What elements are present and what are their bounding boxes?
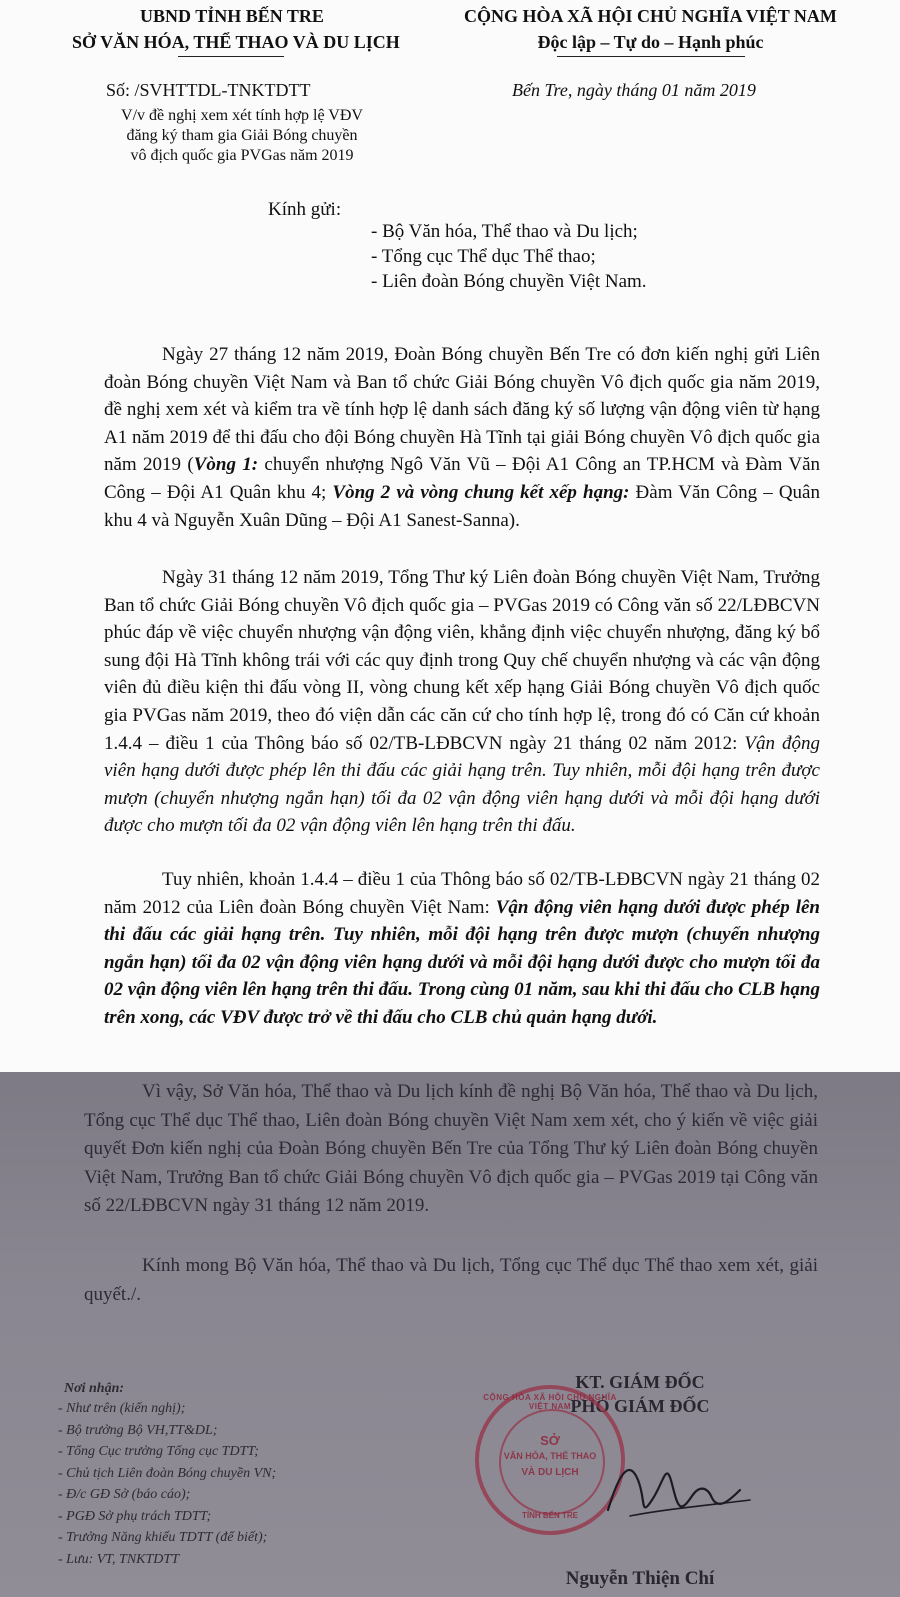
- cc-item: - Lưu: VT, TNKTDTT: [58, 1551, 179, 1567]
- cc-item: - Chủ tịch Liên đoàn Bóng chuyền VN;: [58, 1465, 277, 1481]
- header-right-rule: [557, 56, 745, 57]
- seal-bottom-text: TỈNH BẾN TRE: [522, 1511, 578, 1520]
- p1-round1-label: Vòng 1:: [193, 454, 259, 476]
- cc-item: - PGĐ Sở phụ trách TDTT;: [58, 1508, 212, 1524]
- cc-item: - Bộ trưởng Bộ VH,TT&DL;: [58, 1422, 218, 1438]
- p1-round2-text: Đàm Văn Công – Quân khu 4 và Nguyễn Xuân Dũng – Đội A1 Sanest-Sanna).: [104, 481, 820, 531]
- p1-text: Ngày 27 tháng 12 năm 2019, Đoàn Bóng chuyền Bến Tre có đơn kiến nghị gửi Liên đoàn Bóng chuyền Việt Nam và Ban tổ chức Giải Bóng chuyền Vô địch quốc gia năm 2019, đề nghị xem xét và kiểm tra về tính hợp lệ danh sách đăng ký số lượng vận động viên từ hạng A1 năm 2019 để thi đấu cho đội Bóng chuyền Hà Tĩnh tại giải Bóng chuyền Vô địch quốc gia năm 2019 (: [104, 344, 820, 476]
- seal-ring-text: CỘNG HÒA XÃ HỘI CHỦ NGHĨA VIỆT NAM: [483, 1393, 617, 1411]
- cc-item: - Như trên (kiến nghị);: [58, 1401, 186, 1416]
- subject-block: [72, 106, 412, 166]
- subject-line-3: vô địch quốc gia PVGas năm 2019: [130, 147, 354, 164]
- handwritten-signature: [600, 1440, 760, 1530]
- seal-line-1: SỞ: [540, 1433, 560, 1448]
- cc-list: [58, 1398, 276, 1570]
- header-left-rule: [178, 56, 284, 57]
- seal-line-3: VÀ DU LỊCH: [521, 1467, 579, 1478]
- recipient-1: - Bộ Văn hóa, Thể thao và Du lịch;: [371, 221, 638, 242]
- p1-round2-label: Vòng 2 và vòng chung kết xếp hạng:: [332, 481, 630, 503]
- p3-quote: Vận động viên hạng dưới được phép lên thi đấu các giải hạng trên. Tuy nhiên, mỗi đội hạng trên được mượn (chuyển nhượng ngắn hạn) tối đa 02 vận động viên hạng dưới và mỗi đội hạng dưới được cho mượn tối đa 02 vận động viên lên hạng trên thi đấu. Trong cùng 01 năm, sau khi thi đấu cho CLB hạng trên xong, các VĐV được trở về thi đấu cho CLB chủ quản hạng dưới.: [104, 896, 820, 1028]
- p3-text: Tuy nhiên, khoản 1.4.4 – điều 1 của Thông báo số 02/TB-LĐBCVN ngày 21 tháng 02 năm 2012 của Liên đoàn Bóng chuyền Việt Nam:: [104, 869, 820, 918]
- p1-round1-text: chuyển nhượng Ngô Văn Vũ – Đội A1 Công an TP.HCM và Đàm Văn Công – Đội A1 Quân khu 4;: [104, 454, 821, 503]
- signature-title-2: PHÓ GIÁM ĐỐC: [570, 1396, 710, 1416]
- greeting: Kính gửi:: [268, 199, 342, 220]
- subject-line-1: V/v đề nghị xem xét tính hợp lệ VĐV: [121, 107, 363, 124]
- cc-title: Nơi nhận:: [64, 1381, 125, 1396]
- paragraph-2: [104, 564, 820, 840]
- signer-name: Nguyễn Thiện Chí: [565, 1568, 715, 1589]
- subject-line-2: đăng ký tham gia Giải Bóng chuyền: [126, 127, 358, 144]
- signature-title-1: KT. GIÁM ĐỐC: [575, 1372, 705, 1392]
- seal-inner-ring: [499, 1409, 605, 1515]
- national-title: CỘNG HÒA XÃ HỘI CHỦ NGHĨA VIỆT NAM: [464, 6, 837, 26]
- p2-text: Ngày 31 tháng 12 năm 2019, Tổng Thư ký Liên đoàn Bóng chuyền Việt Nam, Trưởng Ban tổ chức Giải Bóng chuyền Vô địch quốc gia – PVGas 2019 có Công văn số 22/LĐBCVN phúc đáp về việc chuyển nhượng vận động viên, khẳng định việc chuyển nhượng, đăng ký bổ sung đội Hà Tĩnh không trái với các quy định trong Quy chế chuyển nhượng và các vận động viên đủ điều kiện thi đấu vòng II, vòng chung kết xếp hạng Giải Bóng chuyền Vô địch quốc gia PVGas năm 2019, theo đó viện dẫn các căn cứ cho tính hợp lệ, trong đó có Căn cứ khoản 1.4.4 – điều 1 của Thông báo số 02/TB-LĐBCVN ngày 21 tháng 02 năm 2012:: [104, 567, 820, 754]
- paragraph-4: Vì vậy, Sở Văn hóa, Thể thao và Du lịch kính đề nghị Bộ Văn hóa, Thể thao và Du lịch, Tổng cục Thể dục Thể thao, Liên đoàn Bóng chuyền Việt Nam xem xét, cho ý kiến về việc giải quyết Đơn kiến nghị của Đoàn Bóng chuyền Bến Tre của Tổng Thư ký Liên đoàn Bóng chuyền Việt Nam, Trưởng Ban tổ chức Giải Bóng chuyền Vô địch quốc gia – PVGas 2019 tại Công văn số 22/LĐBCVN ngày 31 tháng 12 năm 2019.: [84, 1081, 818, 1217]
- cc-item: - Trưởng Năng khiếu TDTT (để biết);: [58, 1530, 268, 1545]
- recipient-2: - Tổng cục Thể dục Thể thao;: [371, 246, 596, 267]
- paragraph-5: Kính mong Bộ Văn hóa, Thể thao và Du lịch, Tổng cục Thể dục Thể thao xem xét, giải quyết./.: [84, 1255, 818, 1305]
- paragraph-3: [104, 866, 820, 1032]
- recipient-3: - Liên đoàn Bóng chuyền Việt Nam.: [371, 271, 647, 292]
- cc-item: - Đ/c GĐ Sở (báo cáo);: [58, 1487, 191, 1502]
- document-number: Số: /SVHTTDL-TNKTDTT: [106, 80, 311, 100]
- p2-quote: Vận động viên hạng dưới được phép lên thi đấu các giải hạng trên. Tuy nhiên, mỗi đội hạng trên được mượn (chuyển nhượng ngắn hạn) tối đa 02 vận động viên hạng dưới và mỗi đội hạng dưới được cho mượn tối đa 02 vận động viên lên hạng trên thi đấu.: [104, 732, 821, 837]
- seal-line-2: VĂN HÓA, THỂ THAO: [503, 1451, 597, 1461]
- national-motto: Độc lập – Tự do – Hạnh phúc: [537, 32, 764, 52]
- document-date: Bến Tre, ngày tháng 01 năm 2019: [512, 80, 756, 100]
- agency-name: UBND TỈNH BẾN TRE: [140, 6, 324, 26]
- cc-item: - Tổng Cục trưởng Tổng cục TDTT;: [58, 1444, 259, 1459]
- paragraph-1: [104, 341, 820, 534]
- department-name: SỞ VĂN HÓA, THỂ THAO VÀ DU LỊCH: [72, 32, 400, 52]
